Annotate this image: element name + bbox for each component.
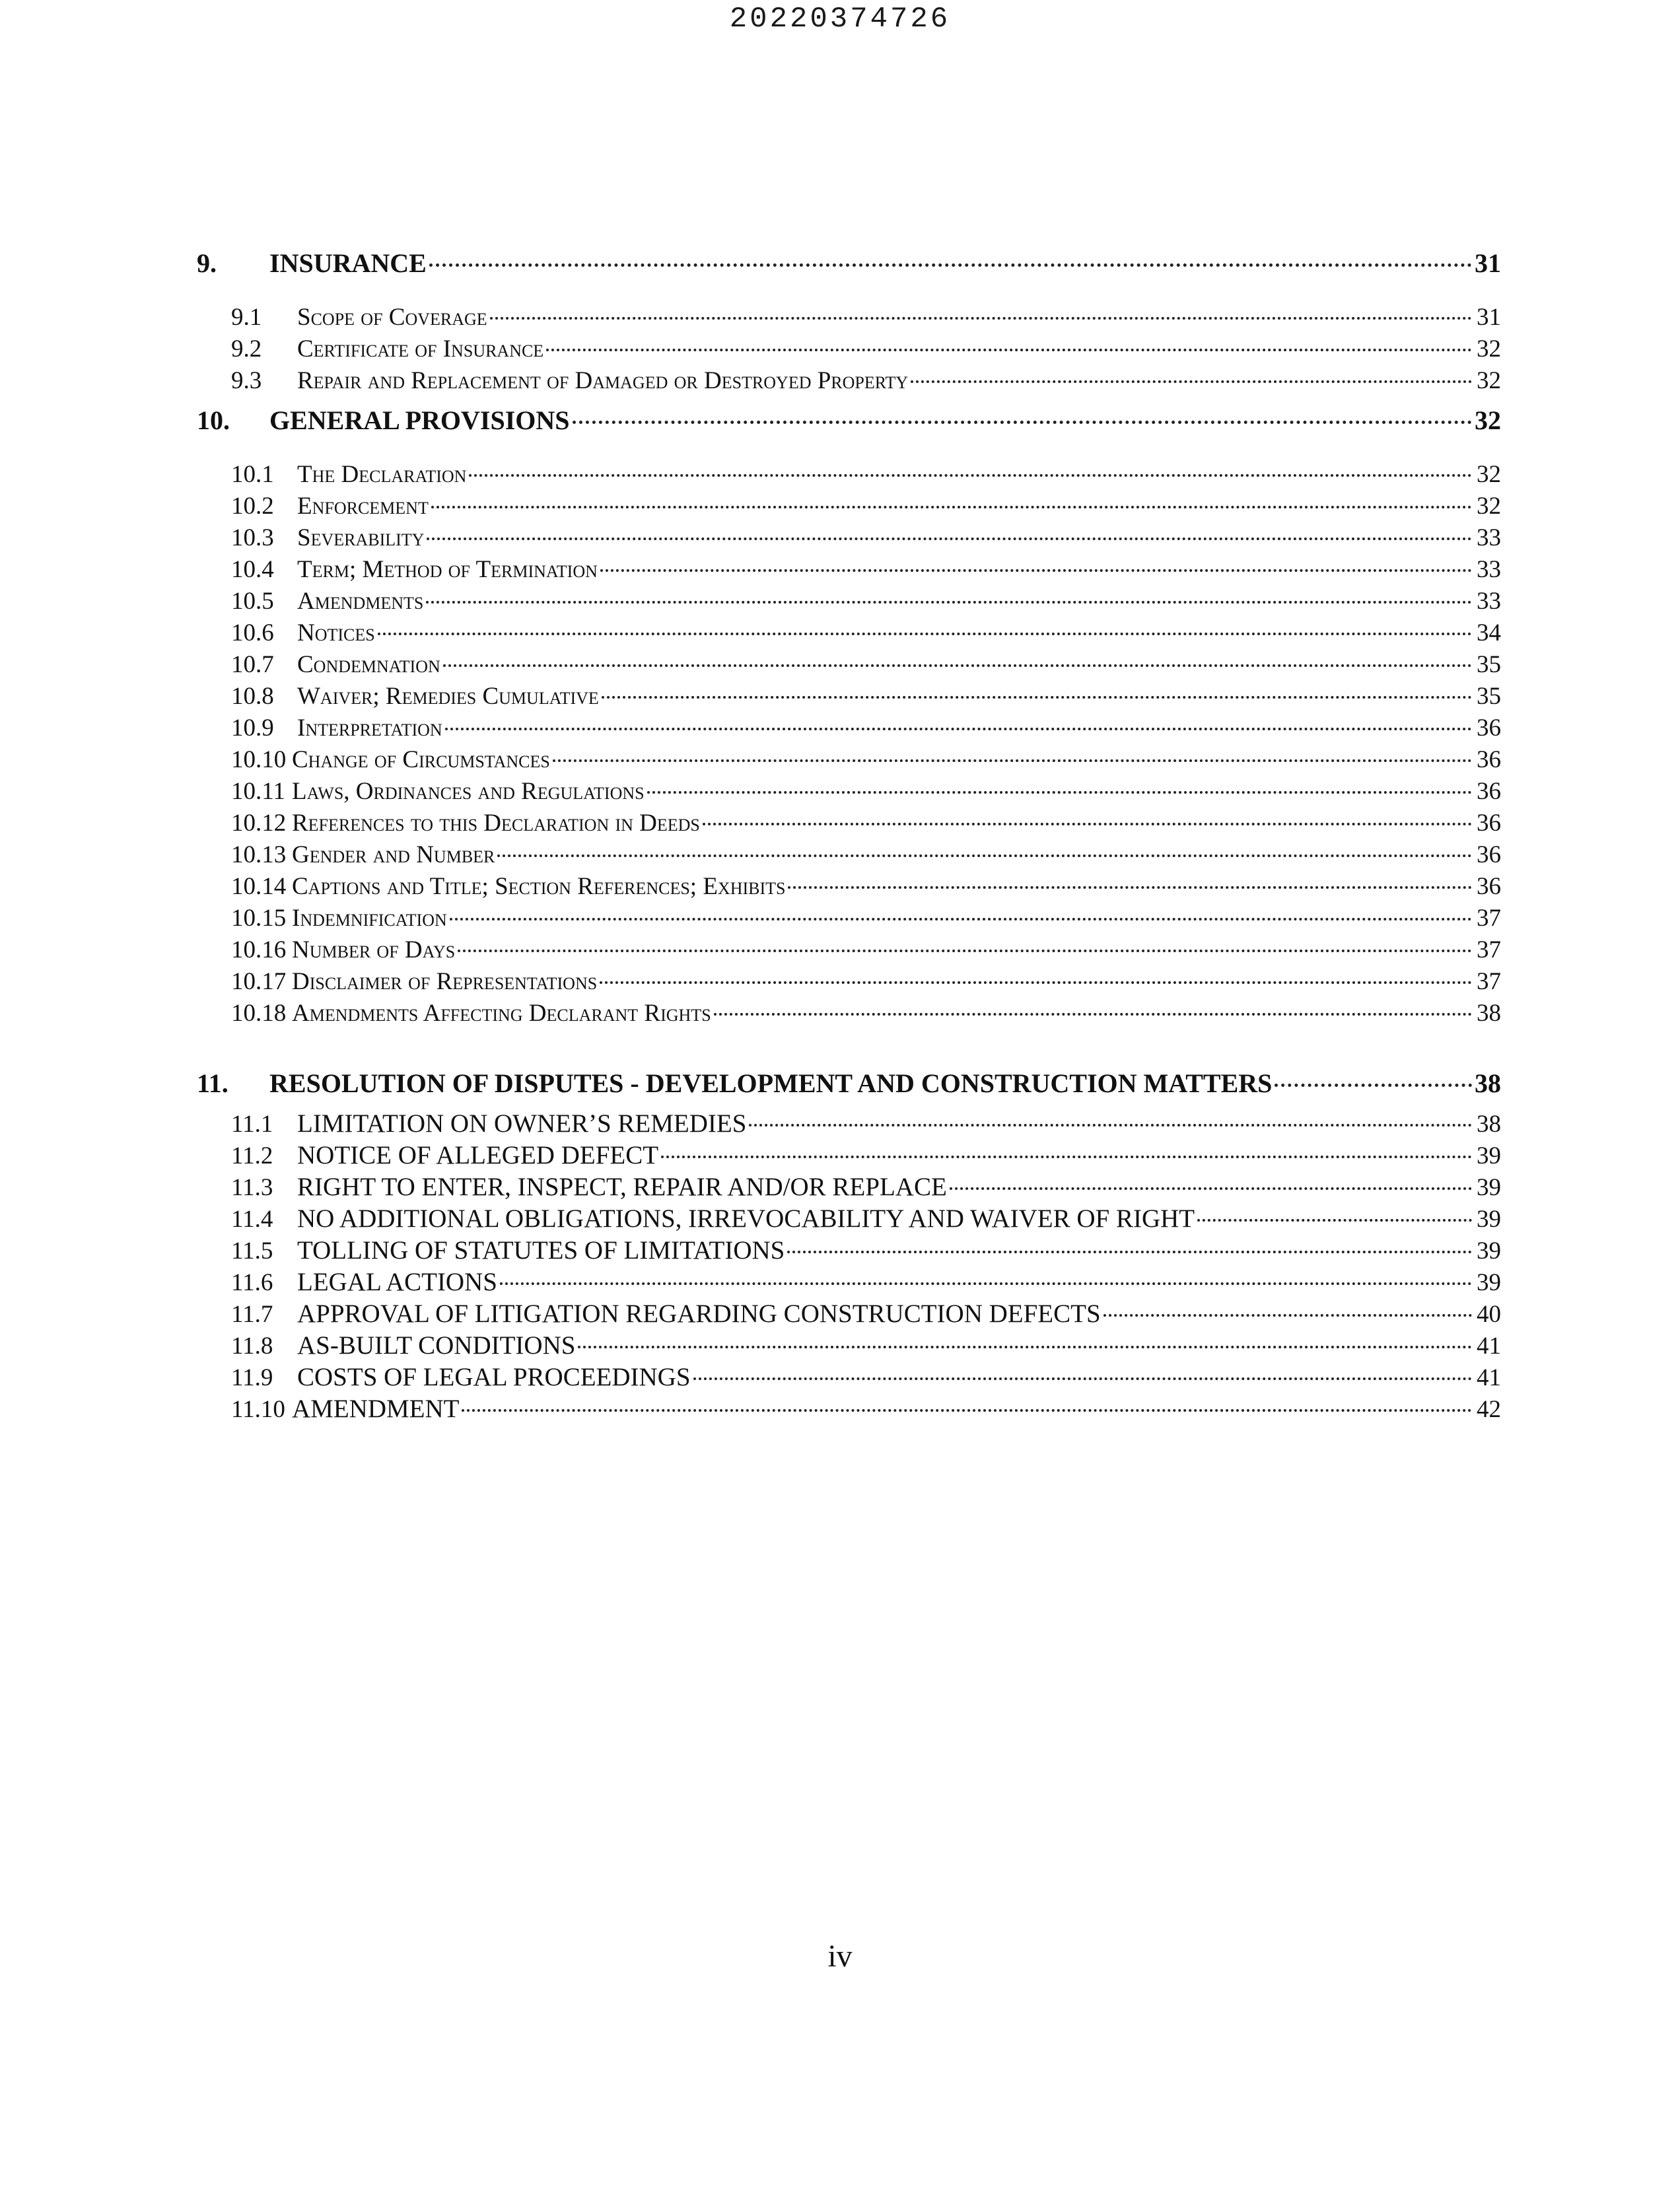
entry-number: 11.10 <box>231 1396 285 1423</box>
dot-leader <box>602 696 1472 699</box>
entry-number: 9.3 <box>231 367 262 394</box>
toc-entry[interactable] <box>197 841 1501 872</box>
dot-leader <box>431 506 1472 508</box>
entry-page: 31 <box>1477 304 1501 331</box>
entry-number: 11.3 <box>231 1174 273 1201</box>
toc-entry[interactable] <box>197 967 1501 999</box>
entry-page: 32 <box>1477 493 1501 520</box>
entry-page: 36 <box>1477 778 1501 805</box>
dot-leader <box>647 791 1472 794</box>
toc-section-9[interactable] <box>197 248 1501 289</box>
dot-leader <box>573 421 1472 424</box>
dot-leader <box>427 538 1472 540</box>
entry-page: 32 <box>1477 461 1501 488</box>
section-page: 38 <box>1475 1068 1501 1098</box>
toc-entry[interactable] <box>197 335 1501 366</box>
entry-page: 33 <box>1477 588 1501 615</box>
toc-entry[interactable] <box>197 1362 1501 1394</box>
entry-page: 36 <box>1477 841 1501 868</box>
toc-entry[interactable] <box>197 492 1501 524</box>
section-page: 32 <box>1475 405 1501 435</box>
entry-number: 11.2 <box>231 1142 273 1169</box>
dot-leader <box>600 981 1472 984</box>
toc-entry[interactable] <box>197 366 1501 398</box>
entry-page: 32 <box>1477 335 1501 363</box>
dot-leader <box>500 1282 1472 1285</box>
toc-entry[interactable] <box>197 1235 1501 1267</box>
dot-leader <box>445 728 1472 730</box>
section-title: GENERAL PROVISIONS <box>269 405 570 435</box>
entry-number: 11.4 <box>231 1206 273 1233</box>
dot-leader <box>600 569 1472 572</box>
entry-page: 36 <box>1477 810 1501 837</box>
toc-entry[interactable] <box>197 303 1501 335</box>
dot-leader <box>661 1156 1472 1158</box>
toc-entry[interactable] <box>197 999 1501 1031</box>
dot-leader <box>429 263 1472 267</box>
entry-number: 11.9 <box>231 1364 273 1391</box>
entry-title: Laws, Ordinances and Regulations <box>292 778 645 805</box>
toc-entry[interactable] <box>197 746 1501 777</box>
entry-title: LIMITATION ON OWNER’S REMEDIES <box>297 1109 747 1138</box>
entry-number: 10.14 <box>231 873 287 900</box>
dot-leader <box>546 349 1472 351</box>
entry-page: 33 <box>1477 524 1501 551</box>
dot-leader <box>950 1187 1472 1190</box>
entry-number: 9.1 <box>231 304 262 331</box>
dot-leader <box>1103 1314 1472 1317</box>
entry-number: 11.5 <box>231 1237 273 1265</box>
dot-leader <box>497 854 1472 857</box>
entry-title: AS-BUILT CONDITIONS <box>297 1331 576 1360</box>
entry-page: 39 <box>1477 1237 1501 1265</box>
entry-title: COSTS OF LEGAL PROCEEDINGS <box>297 1363 691 1391</box>
section-title: INSURANCE <box>269 248 427 278</box>
entry-number: 10.8 <box>231 683 274 710</box>
dot-leader <box>462 1409 1472 1412</box>
entry-page: 37 <box>1477 905 1501 932</box>
entry-page: 35 <box>1477 651 1501 678</box>
toc-entry[interactable] <box>197 1109 1501 1140</box>
toc-entry[interactable] <box>197 1140 1501 1172</box>
entry-title: Captions and Title; Section References; Exhibits <box>292 873 786 900</box>
dot-leader <box>749 1124 1472 1127</box>
dot-leader <box>788 886 1472 889</box>
entry-title: APPROVAL OF LITIGATION REGARDING CONSTRUCTION DEFECTS <box>297 1300 1101 1328</box>
entry-number: 9.2 <box>231 335 262 363</box>
entry-title: Interpretation <box>297 714 442 742</box>
dot-leader <box>714 1013 1472 1016</box>
entry-page: 39 <box>1477 1142 1501 1169</box>
entry-page: 39 <box>1477 1174 1501 1201</box>
entry-page: 35 <box>1477 683 1501 710</box>
toc-entry[interactable] <box>197 460 1501 492</box>
entry-title: NO ADDITIONAL OBLIGATIONS, IRREVOCABILITY AND WAIVER OF RIGHT <box>297 1204 1195 1233</box>
entry-title: AMENDMENT <box>292 1395 460 1423</box>
entry-number: 10.12 <box>231 810 287 837</box>
entry-title: Condemnation <box>297 651 440 678</box>
entry-number: 10.16 <box>231 936 287 963</box>
entry-title: Gender and Number <box>292 841 495 868</box>
dot-leader <box>490 317 1472 320</box>
dot-leader <box>469 474 1472 477</box>
toc-entry[interactable] <box>197 904 1501 936</box>
entry-number: 11.7 <box>231 1301 273 1328</box>
entry-number: 10.6 <box>231 619 274 646</box>
toc-section-11[interactable] <box>197 1068 1501 1109</box>
entry-title: TOLLING OF STATUTES OF LIMITATIONS <box>297 1236 785 1265</box>
entry-number: 11.1 <box>231 1111 273 1138</box>
entry-title: Number of Days <box>292 936 456 963</box>
toc-entry[interactable] <box>197 1267 1501 1299</box>
entry-number: 10.1 <box>231 461 274 488</box>
entry-title: Amendments <box>297 588 424 615</box>
section-number: 11. <box>197 1068 228 1098</box>
entry-number: 11.8 <box>231 1333 273 1360</box>
entry-title: The Declaration <box>297 461 467 488</box>
entry-title: Change of Circumstances <box>292 746 550 773</box>
entry-page: 37 <box>1477 936 1501 963</box>
entry-title: References to this Declaration in Deeds <box>292 810 700 837</box>
entry-page: 41 <box>1477 1333 1501 1360</box>
dot-leader <box>378 633 1472 635</box>
toc-entry[interactable] <box>197 936 1501 967</box>
entry-page: 36 <box>1477 714 1501 742</box>
entry-page: 40 <box>1477 1301 1501 1328</box>
dot-leader <box>450 918 1472 920</box>
toc-entry[interactable] <box>197 714 1501 746</box>
section-title: RESOLUTION OF DISPUTES - DEVELOPMENT AND CONSTRUCTION MATTERS <box>269 1068 1273 1098</box>
toc-entry[interactable] <box>197 682 1501 714</box>
entry-page: 32 <box>1477 367 1501 394</box>
dot-leader <box>578 1346 1472 1348</box>
entry-number: 10.11 <box>231 778 285 805</box>
toc-entry[interactable] <box>197 650 1501 682</box>
toc-entry[interactable] <box>197 1299 1501 1331</box>
entry-page: 38 <box>1477 1000 1501 1027</box>
toc-entry[interactable] <box>197 555 1501 587</box>
entry-title: LEGAL ACTIONS <box>297 1268 497 1296</box>
entry-title: Indemnification <box>292 905 447 932</box>
dot-leader <box>703 823 1472 825</box>
entry-title: Certificate of Insurance <box>297 335 544 363</box>
entry-page: 37 <box>1477 968 1501 995</box>
entry-title: Amendments Affecting Declarant Rights <box>292 1000 711 1027</box>
dot-leader <box>426 601 1472 604</box>
section-page: 31 <box>1475 248 1501 278</box>
entry-number: 10.9 <box>231 714 274 742</box>
section-number: 9. <box>197 248 217 278</box>
entry-number: 10.10 <box>231 746 287 773</box>
toc-entry[interactable] <box>197 777 1501 809</box>
toc-entry[interactable] <box>197 1204 1501 1235</box>
entry-number: 10.5 <box>231 588 274 615</box>
entry-number: 10.3 <box>231 524 274 551</box>
entry-title: Disclaimer of Representations <box>292 968 598 995</box>
entry-title: NOTICE OF ALLEGED DEFECT <box>297 1141 659 1169</box>
entry-page: 36 <box>1477 746 1501 773</box>
entry-number: 10.4 <box>231 556 274 583</box>
document-id: 20220374726 <box>729 3 951 36</box>
entry-number: 10.17 <box>231 968 287 995</box>
entry-number: 10.15 <box>231 905 287 932</box>
dot-leader <box>553 759 1472 762</box>
dot-leader <box>693 1377 1472 1380</box>
entry-page: 34 <box>1477 619 1501 646</box>
toc-entry[interactable] <box>197 1172 1501 1204</box>
section-number: 10. <box>197 405 230 435</box>
dot-leader <box>458 950 1472 952</box>
entry-title: Repair and Replacement of Damaged or Destroyed Property <box>297 367 909 394</box>
entry-number: 10.13 <box>231 841 287 868</box>
entry-page: 39 <box>1477 1269 1501 1296</box>
entry-page: 42 <box>1477 1396 1501 1423</box>
entry-number: 10.7 <box>231 651 274 678</box>
entry-title: Waiver; Remedies Cumulative <box>297 683 599 710</box>
dot-leader <box>911 380 1472 383</box>
entry-title: Term; Method of Termination <box>297 556 598 583</box>
entry-number: 10.2 <box>231 493 274 520</box>
entry-number: 10.18 <box>231 1000 287 1027</box>
dot-leader <box>1197 1219 1472 1222</box>
entry-page: 38 <box>1477 1111 1501 1138</box>
entry-page: 36 <box>1477 873 1501 900</box>
dot-leader <box>1275 1084 1472 1087</box>
entry-page: 39 <box>1477 1206 1501 1233</box>
entry-number: 11.6 <box>231 1269 273 1296</box>
entry-title: RIGHT TO ENTER, INSPECT, REPAIR AND/OR REPLACE <box>297 1173 947 1201</box>
entry-title: Notices <box>297 619 375 646</box>
toc-entry[interactable] <box>197 619 1501 650</box>
page-number: iv <box>827 1939 853 1974</box>
entry-page: 33 <box>1477 556 1501 583</box>
toc-entry[interactable] <box>197 1331 1501 1362</box>
entry-title: Scope of Coverage <box>297 304 487 331</box>
toc-entry[interactable] <box>197 809 1501 841</box>
dot-leader <box>443 664 1472 667</box>
toc-entry[interactable] <box>197 587 1501 619</box>
entry-page: 41 <box>1477 1364 1501 1391</box>
dot-leader <box>787 1251 1472 1253</box>
table-of-contents <box>197 248 1501 1426</box>
entry-title: Enforcement <box>297 493 429 520</box>
toc-entry[interactable] <box>197 524 1501 555</box>
toc-entry[interactable] <box>197 872 1501 904</box>
toc-entry[interactable] <box>197 1394 1501 1426</box>
entry-title: Severability <box>297 524 425 551</box>
toc-section-10[interactable] <box>197 405 1501 446</box>
